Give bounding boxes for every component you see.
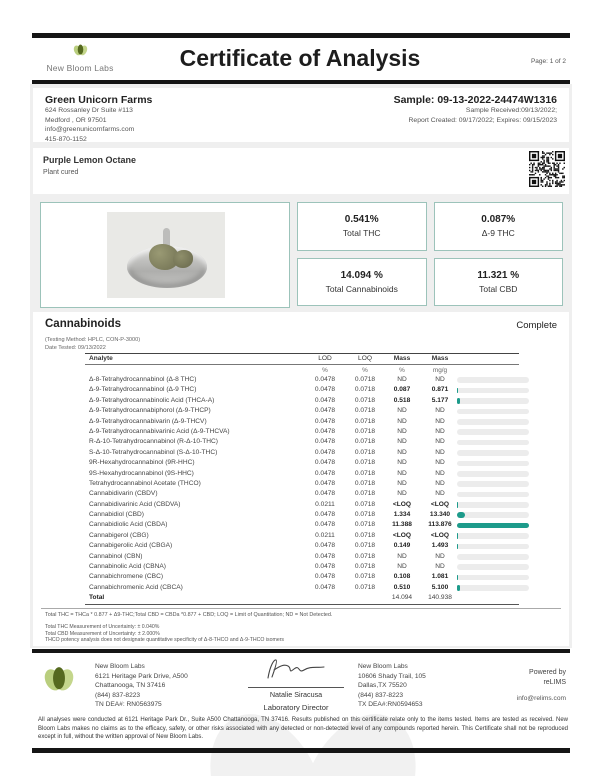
cell-a: Cannabinolic Acid (CBNA) [89,563,166,571]
cell-a: Cannabidiolic Acid (CBDA) [89,521,168,529]
cell-m2: 13.340 [429,511,451,519]
cell-a: Total [89,594,105,602]
footer-lab-tn [95,662,188,710]
table-row [33,406,569,416]
signature-image [260,656,332,682]
table-row [33,437,569,447]
summary-label: Δ-9 THC [481,228,515,239]
table-header-rule-top [85,353,519,354]
cell-m1: 0.518 [393,396,411,404]
cell-lod: 0.0211 [315,500,335,508]
col-header-mass-mgg: Mass [431,355,449,362]
sample-id: Sample: 09-13-2022-24474W1316 [393,94,557,106]
footer-lab-line: New Bloom Labs [95,663,145,670]
cell-loq: 0.0718 [354,396,376,404]
cell-m1: ND [397,438,407,446]
cell-lod: 0.0478 [314,417,336,425]
client-name: Green Unicorn Farms [45,94,153,106]
cell-loq: 0.0718 [354,583,376,591]
cell-a: S-Δ-10-Tetrahydrocannabinol (S-Δ-10-THC) [89,448,218,456]
cell-lod: 0.0478 [314,511,336,519]
cell-m2: 113.876 [428,521,452,529]
mass-bar-track [457,554,529,560]
mass-bar-fill [457,388,458,394]
mass-bar-track [457,377,529,383]
cell-m2: ND [435,552,445,560]
col-header-loq: LOQ [358,355,372,362]
cell-loq: 0.0718 [354,563,376,571]
footer-top-rule [32,649,570,653]
table-row-total [33,593,569,603]
cell-m2: ND [435,459,445,467]
note-cbd-uncertainty: Total CBD Measurement of Uncertainty: ± 2.000% [45,630,160,637]
cell-m2: <LOQ [430,500,450,508]
mass-bar-track [457,450,529,456]
sample-photo-card [40,202,290,308]
table-row [33,583,569,593]
cell-a: Cannabidivarinic Acid (CBDVA) [89,500,181,508]
cell-lod: 0.0478 [314,479,336,487]
cell-a: Cannabichromene (CBC) [89,573,164,581]
table-row [33,417,569,427]
cell-m1: ND [397,448,407,456]
table-row [33,458,569,468]
cell-a: Δ-9-Tetrahydrocannabivarin (Δ-9-THCV) [89,417,207,425]
mass-bar-track [457,471,529,477]
table-row [33,500,569,510]
client-info [45,94,152,144]
cell-loq: 0.0718 [354,500,376,508]
cell-m2: <LOQ [430,531,450,539]
cell-a: Δ-9-Tetrahydrocannabinolic Acid (THCA-A) [89,396,215,404]
cell-lod: 0.0478 [314,563,336,571]
note-thco: THCO potency analysis does not designate quantitative specificity of Δ-8-THCO and Δ-9-THCO isomers [45,637,285,644]
cell-a: Δ-9-Tetrahydrocannabiphorol (Δ-9-THCP) [89,407,211,415]
cell-m1: <LOQ [392,531,412,539]
summary-value: 14.094 % [340,269,383,281]
cell-loq: 0.0718 [354,531,376,539]
flower-bud-small [173,250,193,268]
calculation-footnote: Total THC = THCa * 0.877 + Δ9-THC;Total CBD = CBDa *0.877 + CBD; LOQ = Limit of Quantitation; ND = Not Detected. [45,612,333,618]
lab-logo-text: New Bloom Labs [46,63,114,73]
mass-bar-fill [457,575,458,581]
client-email: info@greenunicornfarms.com [45,126,135,133]
cell-m1: ND [397,459,407,467]
summary-box-1 [434,202,564,251]
summary-box-2 [297,258,427,307]
table-row [33,572,569,582]
footer-lab-line: TN DEA#: RN0563975 [95,701,162,709]
mass-bar-track [457,429,529,435]
disclaimer-text: All analyses were conducted at 6121 Heritage Park Dr., Suite A500 Chattanooga, TN 37416. Results published on this certificate relate only to the items tested. Items are tested as received. New Bloom Labs makes no claims as to the efficacy, safety, or other risks associated with any detected or non-detected level of any compounds reported herein. This Certificate shall not be reproduced except in full, without the written approval of New Bloom Labs. [38,717,568,741]
unit-mass-pct: % [399,367,405,374]
cell-lod: 0.0478 [314,427,336,435]
footer-lab-line: TX DEA#:RN0594653 [358,701,423,709]
powered-by-block [517,668,566,704]
cell-m2: ND [435,469,445,477]
cell-m2: ND [435,438,445,446]
cell-m1: 0.149 [393,542,411,550]
strain-type: Plant cured [43,169,79,176]
col-header-mass-pct: Mass [393,355,411,362]
cell-a: Cannabichromenic Acid (CBCA) [89,583,183,591]
client-phone: 415-870-1152 [45,135,87,143]
cell-a: 9R-Hexahydrocannabinol (9R-HHC) [89,459,195,467]
strain-card [33,148,569,194]
mass-bar-track [457,398,529,404]
cell-loq: 0.0718 [354,469,376,477]
mass-bar-track [457,564,529,570]
cell-loq: 0.0718 [354,552,376,560]
cell-m1: ND [397,427,407,435]
cell-a: Cannabinol (CBN) [89,552,143,560]
mass-bar-fill [457,585,460,591]
mass-bar-track [457,492,529,498]
table-row [33,520,569,530]
sample-info [394,94,557,125]
cell-lod: 0.0478 [314,407,336,415]
cell-m1: 0.108 [393,573,411,581]
qr-code [529,151,565,187]
mass-bar-track [457,419,529,425]
sample-photo [107,212,225,298]
cell-lod: 0.0478 [314,386,336,394]
cell-m2: ND [435,448,445,456]
cell-m2: ND [435,376,445,383]
sample-received: Sample Received:09/13/2022; [465,107,557,114]
summary-label: Total Cannabinoids [325,283,398,294]
cell-m1: 14.094 [391,594,413,602]
footer-lab-line: (844) 837-8223 [95,691,141,699]
cell-m1: 0.510 [393,583,411,591]
footer-lab-line: Dallas,TX 75520 [358,682,407,690]
mass-bar-track [457,409,529,415]
cell-a: Cannabidiol (CBD) [89,511,144,519]
cell-a: Δ-8-Tetrahydrocannabinol (Δ-8 THC) [89,376,197,383]
signature-rule [248,687,344,688]
col-header-lod: LOD [318,355,332,362]
cell-m1: ND [397,469,407,477]
lab-logo [38,43,122,73]
cell-lod: 0.0478 [314,583,336,591]
summary-box-3 [434,258,564,307]
table-row [33,531,569,541]
cannabinoids-card [33,312,569,646]
summary-label: Total CBD [479,283,518,294]
signature-title: Laboratory Director [263,703,329,712]
cell-loq: 0.0718 [354,448,376,456]
cell-m1: ND [397,490,407,498]
cell-m1: ND [397,552,407,560]
footer-lab-line: New Bloom Labs [358,663,408,670]
cell-m2: 5.100 [431,583,449,591]
cell-loq: 0.0718 [354,573,376,581]
mass-bar-track [457,512,529,518]
cell-m2: 140.938 [428,594,452,602]
cell-m2: ND [435,563,445,571]
note-thc-uncertainty: Total THC Measurement of Uncertainty: ± 0.040% [45,624,160,630]
cell-m1: ND [397,407,407,415]
table-row [33,552,569,562]
table-row [33,510,569,520]
footer-lab-tx [358,662,426,710]
cell-loq: 0.0718 [354,407,376,415]
cell-lod: 0.0478 [314,490,336,498]
cell-lod: 0.0478 [314,376,336,383]
cell-loq: 0.0718 [354,521,376,529]
cell-lod: 0.0478 [314,542,336,550]
cell-m1: ND [397,563,407,571]
cell-lod: 0.0211 [315,531,335,539]
summary-value: 0.541% [344,214,379,226]
table-header-rule-bottom [85,364,519,365]
mass-bar-track [457,388,529,394]
cell-lod: 0.0478 [314,573,336,581]
cell-a: Cannabidivarin (CBDV) [89,490,158,498]
mass-bar-track [457,544,529,550]
cell-m1: ND [397,417,407,425]
cell-lod: 0.0478 [314,448,336,456]
cell-lod: 0.0478 [314,469,336,477]
mass-bar-track [457,533,529,539]
cell-a: Δ-9-Tetrahydrocannabinol (Δ-9 THC) [89,386,197,394]
cell-m2: ND [435,490,445,498]
table-row [33,469,569,479]
cell-m2: 1.493 [431,542,449,550]
col-header-analyte: Analyte [89,355,113,362]
cell-loq: 0.0718 [354,511,376,519]
table-row [33,375,569,385]
cell-loq: 0.0718 [354,542,376,550]
cell-m1: ND [397,376,407,383]
mass-bar-track [457,575,529,581]
table-row [33,562,569,572]
page-title: Certificate of Analysis [179,45,421,71]
card-divider-rule [41,608,561,609]
mass-bar-fill [457,523,529,529]
analyte-table-body [33,375,569,604]
cell-lod: 0.0478 [314,438,336,446]
mass-bar-track [457,585,529,591]
mass-bar-track [457,481,529,487]
client-sample-card [33,88,569,142]
cell-a: Cannabigerolic Acid (CBGA) [89,542,173,550]
signature-name: Natalie Siracusa [269,690,323,699]
cell-loq: 0.0718 [354,417,376,425]
cell-loq: 0.0718 [354,459,376,467]
header-top-rule [32,33,570,38]
table-row [33,385,569,395]
table-row [33,448,569,458]
cell-m1: ND [397,479,407,487]
powered-by-email: info@relims.com [516,695,566,702]
cell-lod: 0.0478 [314,459,336,467]
footer-lab-line: (844) 837-8223 [358,691,404,699]
cell-a: Δ-9-Tetrahydrocannabivarinic Acid (Δ-9-THCVA) [89,427,230,435]
strain-name: Purple Lemon Octane [43,155,137,165]
cell-loq: 0.0718 [354,490,376,498]
summary-box-0 [297,202,427,251]
summary-value: 0.087% [481,214,516,226]
footer-bottom-rule [32,748,570,753]
footer-lab-line: Chattanooga, TN 37416 [95,682,166,690]
table-row [33,396,569,406]
cell-m2: 0.871 [431,386,449,394]
cell-a: Cannabigerol (CBG) [89,531,149,539]
mass-bar-fill [457,533,458,539]
cell-loq: 0.0718 [354,479,376,487]
unit-mass-mgg: mg/g [432,367,448,374]
date-tested: Date Tested: 09/13/2022 [45,345,106,351]
leaf-logo-icon [72,43,89,57]
client-address1: 624 Rossanley Dr Suite #113 [45,107,133,114]
summary-grid [297,202,563,306]
summary-label: Total THC [342,228,381,239]
summary-value: 11.321 % [477,269,520,281]
powered-by-product: reLIMS [543,678,566,686]
cell-m1: 11.388 [392,521,412,529]
cell-m1: <LOQ [392,500,412,508]
cell-lod: 0.0478 [314,396,336,404]
mass-bar-track [457,440,529,446]
testing-method: (Testing Method: HPLC, CON-P-3000) [45,337,141,343]
cell-m2: 5.177 [431,396,449,404]
cell-m2: ND [435,417,445,425]
sample-created: Report Created: 09/17/2022; Expires: 09/15/2023 [408,116,557,124]
client-address2: Medford , OR 97501 [45,116,107,124]
cell-loq: 0.0718 [354,376,376,383]
mass-bar-fill [457,512,465,518]
table-row [33,427,569,437]
cell-lod: 0.0478 [314,552,336,560]
section-title: Cannabinoids [45,318,122,330]
cell-m2: ND [435,479,445,487]
cell-loq: 0.0718 [354,427,376,435]
footer-lab-line: 6121 Heritage Park Drive, A500 [95,672,188,680]
cell-lod: 0.0478 [314,521,336,529]
mass-bar-track [457,461,529,467]
cell-a: 9S-Hexahydrocannabinol (9S-HHC) [89,469,194,477]
cell-a: R-Δ-10-Tetrahydrocannabinol (R-Δ-10-THC) [89,438,218,446]
mass-bar-track [457,523,529,529]
mass-bar-fill [457,544,458,550]
cell-m1: 1.334 [393,511,411,519]
cell-m1: 0.087 [393,386,411,394]
uncertainty-notes [45,624,284,644]
cell-loq: 0.0718 [354,438,376,446]
table-row [33,489,569,499]
cell-loq: 0.0718 [354,386,376,394]
footer-leaf-logo-icon [42,664,76,694]
table-row [33,541,569,551]
mass-bar-fill [457,398,460,404]
cell-a: Tetrahydrocannabinol Acetate (THCO) [89,479,201,487]
table-bottom-rule [85,604,519,605]
unit-loq: % [362,367,368,374]
page-number: Page: 1 of 2 [530,58,566,65]
cell-m2: ND [435,407,445,415]
section-status: Complete [516,320,557,331]
mass-bar-fill [457,502,458,508]
powered-by-label: Powered by [529,669,566,676]
signature-block [232,656,360,712]
cell-m2: 1.081 [431,573,449,581]
cell-m2: ND [435,427,445,435]
mass-bar-track [457,502,529,508]
unit-lod: % [322,367,328,374]
table-row [33,479,569,489]
footer-lab-line: 10606 Shady Trail, 105 [358,672,426,680]
